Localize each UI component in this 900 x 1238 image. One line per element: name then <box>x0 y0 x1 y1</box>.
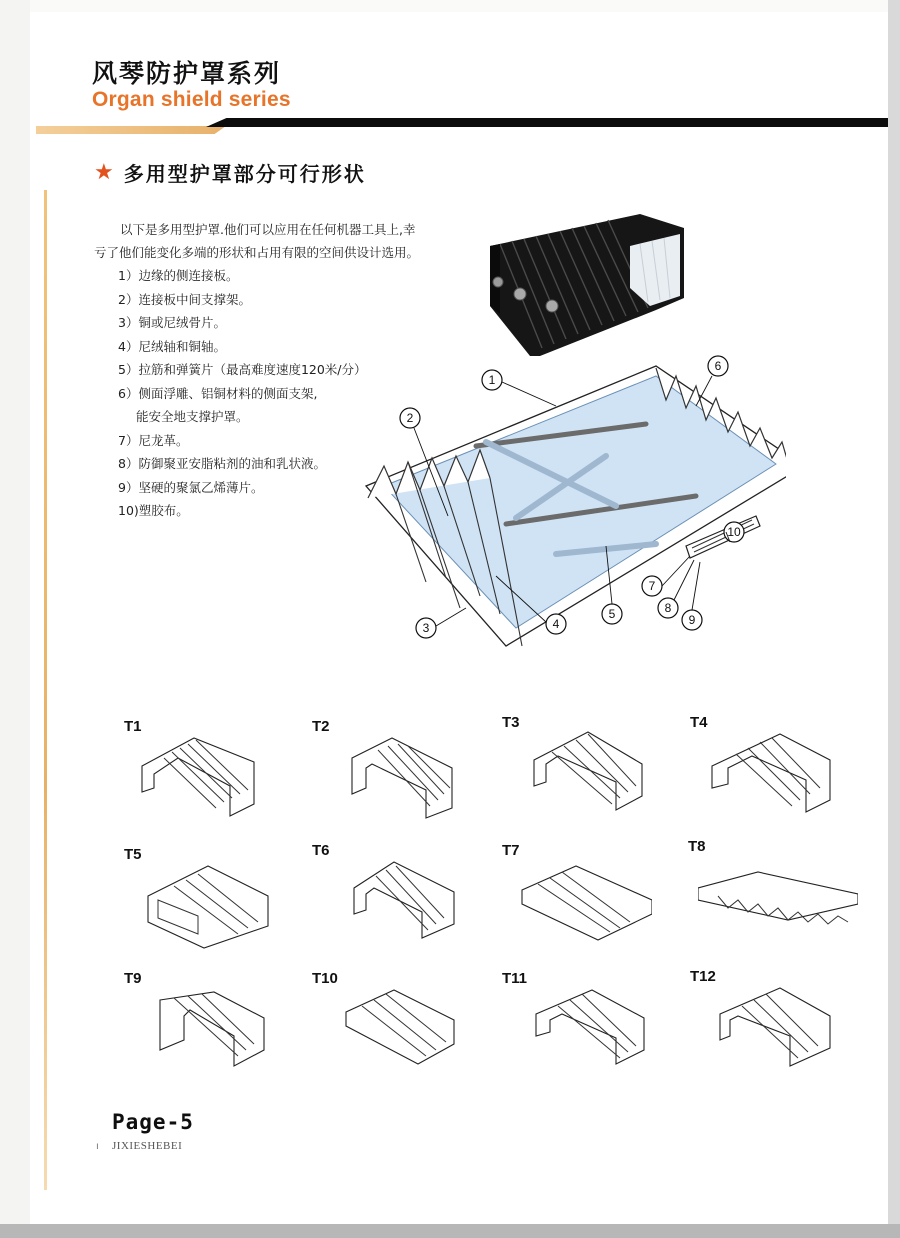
feature-item: 2）连接板中间支撑架。 <box>118 291 251 307</box>
type-label: T6 <box>312 842 330 859</box>
feature-item: 10)塑胶布。 <box>118 503 189 518</box>
bellows-t2-figure <box>322 728 462 824</box>
page-number: Page-5 <box>112 1110 194 1134</box>
callout-label: 2 <box>406 411 414 425</box>
feature-item: 8）防御聚亚安脂粘剂的油和乳状液。 <box>118 456 326 471</box>
bellows-t12-figure <box>700 978 840 1074</box>
page-title-en: Organ shield series <box>92 88 291 111</box>
feature-item: 9）坚硬的聚氯乙烯薄片。 <box>118 479 264 495</box>
left-accent-rule <box>44 190 47 1190</box>
callout-label: 1 <box>488 373 496 387</box>
feature-item: 4）尼绒轴和铜轴。 <box>118 338 226 354</box>
type-t2 <box>312 718 462 818</box>
scan-margin-left <box>0 0 30 1238</box>
bellows-t8-figure <box>698 848 858 944</box>
bellows-t3-figure <box>512 724 652 820</box>
callout-label: 9 <box>688 613 696 627</box>
bellows-t4-figure <box>700 724 840 820</box>
bellows-t6-figure <box>322 852 462 948</box>
scan-margin-bottom <box>0 1224 900 1238</box>
type-label: T11 <box>502 970 528 987</box>
bellows-t7-figure <box>512 852 652 948</box>
intro-line-2: 亏了他们能变化多端的形状和占用有限的空间供设计选用。 <box>94 245 420 260</box>
bellows-t9-figure <box>134 980 274 1076</box>
structure-diagram <box>356 346 786 666</box>
header-divider-gold <box>36 126 226 134</box>
section-heading <box>94 158 366 187</box>
type-label: T5 <box>124 846 142 863</box>
feature-item: 7）尼龙革。 <box>118 432 189 448</box>
footer-mark-icon: ı <box>96 1141 99 1152</box>
feature-item: 6）侧面浮雕、铝铜材料的侧面支架, <box>118 385 318 401</box>
type-t1 <box>124 718 274 818</box>
site-name: JIXIESHEBEI <box>112 1140 183 1152</box>
type-t7 <box>502 842 652 942</box>
callout-label: 10 <box>727 525 741 539</box>
feature-item: 5）拉筋和弹簧片（最高难度速度120米/分） <box>118 362 367 377</box>
shape-types-grid <box>100 700 860 1100</box>
bellows-t10-figure <box>322 980 462 1076</box>
callout-label: 7 <box>648 579 656 593</box>
type-t3 <box>502 714 652 814</box>
product-photo <box>480 206 686 362</box>
header-divider <box>36 118 888 138</box>
type-t10 <box>312 970 462 1070</box>
callout-label: 4 <box>552 617 560 631</box>
type-t9 <box>124 970 274 1070</box>
type-label: T7 <box>502 842 520 859</box>
section-heading-text: 多用型护罩部分可行形状 <box>123 162 366 186</box>
bellows-t1-figure <box>134 728 274 824</box>
type-t12 <box>690 968 840 1068</box>
type-label: T9 <box>124 970 142 987</box>
callout-label: 5 <box>608 607 616 621</box>
callout-label: 3 <box>422 621 430 635</box>
type-t11 <box>502 970 652 1070</box>
feature-item: 3）铜或尼绒骨片。 <box>118 315 226 330</box>
feature-item-continued: 能安全地支撑护罩。 <box>136 409 249 424</box>
type-label: T4 <box>690 714 708 731</box>
bellows-t11-figure <box>512 980 652 1076</box>
type-label: T10 <box>312 970 338 987</box>
type-t4 <box>690 714 840 814</box>
type-t8 <box>688 838 848 938</box>
star-icon: ★ <box>94 160 114 185</box>
type-t5 <box>124 846 274 946</box>
type-label: T3 <box>502 714 520 731</box>
callout-label: 6 <box>714 359 722 373</box>
type-label: T8 <box>688 838 706 855</box>
page-title-cn: 风琴防护罩系列 <box>92 59 282 88</box>
feature-item: 1）边缘的侧连接板。 <box>118 268 239 283</box>
type-label: T12 <box>690 968 716 985</box>
intro-line-1: 以下是多用型护罩.他们可以应用在任何机器工具上,幸 <box>120 222 416 237</box>
bellows-t5-figure <box>134 856 274 952</box>
type-t6 <box>312 842 462 942</box>
type-label: T2 <box>312 718 330 735</box>
scan-margin-right <box>888 0 900 1238</box>
header-divider-black <box>206 118 888 127</box>
callout-label: 8 <box>664 601 672 615</box>
type-label: T1 <box>124 718 142 735</box>
